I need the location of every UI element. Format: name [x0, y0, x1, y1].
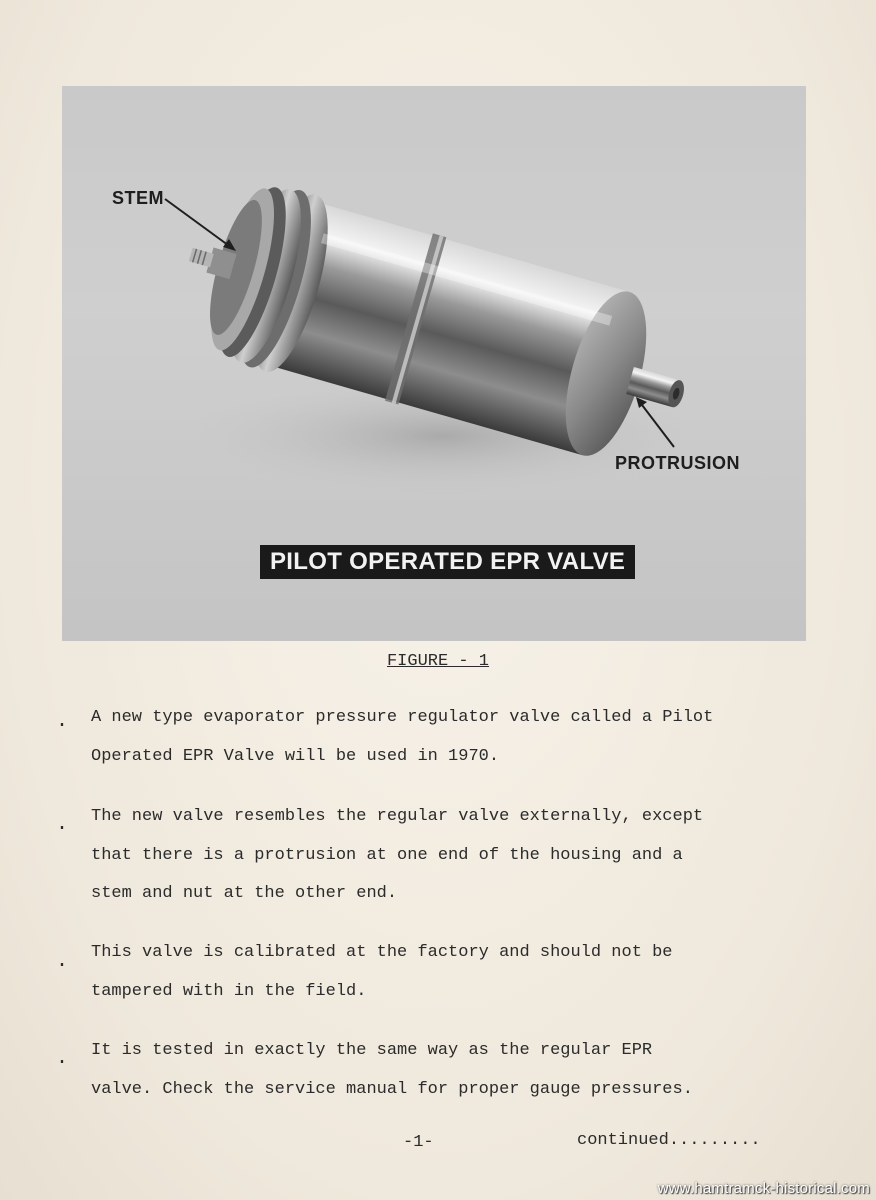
figure-caption — [0, 652, 876, 671]
figure-caption-text: FIGURE - 1 — [386, 652, 490, 671]
paragraph-bullet: . — [56, 1047, 69, 1070]
paragraph-3: This valve is calibrated at the factory and should not be tampered with in the field. — [91, 943, 673, 1001]
protrusion-label: PROTRUSION — [615, 453, 741, 473]
paragraph-bullet: . — [56, 813, 69, 836]
valve-photograph — [62, 86, 806, 641]
paragraph-4: It is tested in exactly the same way as the regular EPR valve. Check the service manual for proper gauge pressures. — [91, 1041, 693, 1099]
photo-title-banner: PILOT OPERATED EPR VALVE — [260, 545, 635, 579]
website-watermark: www.hamtramck-historical.com — [657, 1180, 870, 1197]
stem-arrow — [165, 199, 236, 251]
stem-label: STEM — [112, 188, 165, 208]
page-number: -1- — [403, 1133, 434, 1152]
paragraph-bullet: . — [56, 950, 69, 973]
paragraph-2: The new valve resembles the regular valve externally, except that there is a protrusion at one end of the housing and a stem and nut at the other end. — [91, 807, 704, 903]
paragraph-bullet: . — [56, 710, 69, 733]
continued-note: continued......... — [577, 1131, 761, 1150]
paragraph-1: A new type evaporator pressure regulator valve called a Pilot Operated EPR Valve will be used in 1970. — [91, 708, 714, 766]
